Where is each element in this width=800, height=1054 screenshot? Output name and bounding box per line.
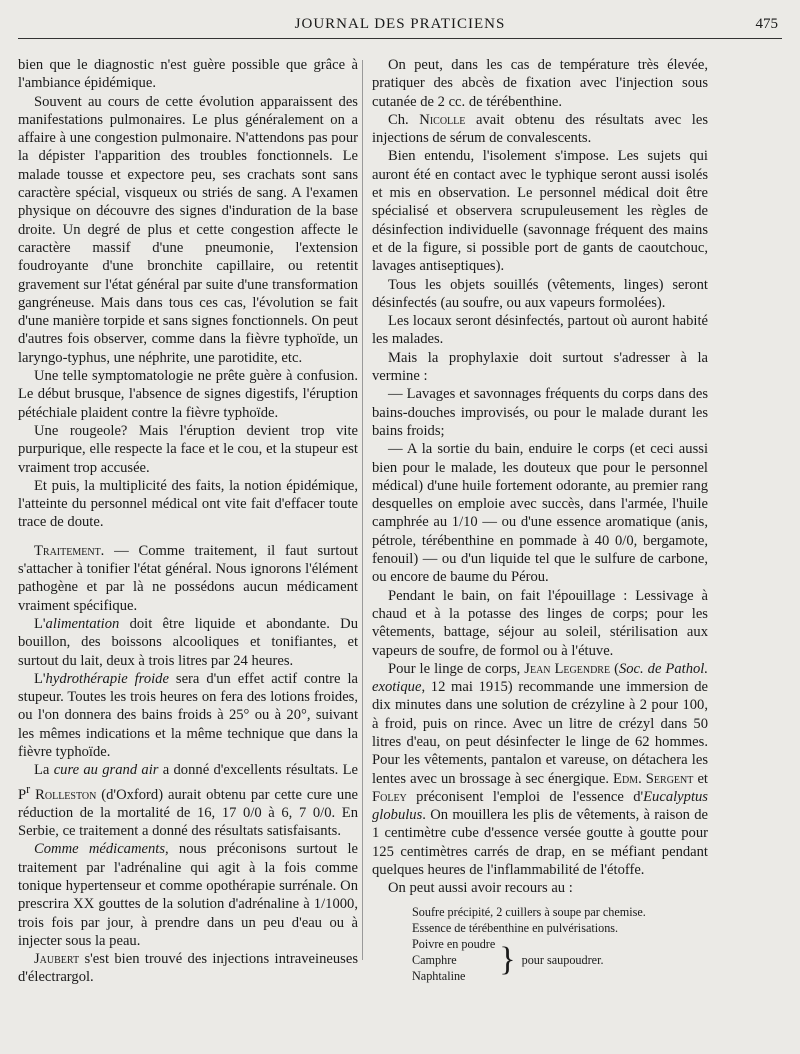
paragraph: Et puis, la multiplicité des faits, la notion épidémique, l'atteinte du personnel médical ont vite fait d'effacer toute trace de doute.	[18, 477, 358, 531]
recipe-group-tail: pour saupoudrer.	[521, 952, 604, 967]
paragraph	[372, 660, 708, 880]
running-title: JOURNAL DES PRATICIENS	[294, 16, 506, 32]
italic-term: Comme médicaments	[34, 841, 166, 858]
text-span: préconisent l'emploi de l'essence d'	[406, 788, 644, 805]
paragraph: Une rougeole? Mais l'éruption devient trop vite purpurique, elle respecte la face et le cou, et la stupeur est vraiment trop accusée.	[18, 422, 358, 476]
page-number: 475	[755, 16, 778, 32]
italic-term: cure au grand air	[53, 762, 159, 779]
paragraph	[18, 670, 358, 761]
paragraph	[18, 950, 358, 987]
author-name: Rolleston	[35, 786, 97, 803]
text-span: La	[34, 762, 54, 779]
left-column	[18, 56, 358, 987]
recipe-item: Poivre en poudre	[412, 936, 496, 951]
page-header	[18, 16, 782, 39]
text-span: , 12 mai 1915) recommande une immersion de dix minutes dans une solution de crézyline à 2 pour 100, à froid, puis on rince. Avec un litre de crézyl dans 50 litres d'eau, on peut désinfecter le linge de 62 hommes. Pour les vêtements, pantalon et vareuse, on détachera les lentes avec un brossage à sec énergique.	[372, 679, 708, 787]
paragraph: Une telle symptomatologie ne prête guère à confusion. Le début brusque, l'absence de signes digestifs, l'éruption pétéchiale plaident contre la fièvre typhoïde.	[18, 368, 358, 421]
journal-citation: Soc. de Pathol. exotique	[372, 660, 708, 696]
text-span: s'est bien trouvé des injections intraveineuses d'électrargol.	[18, 951, 358, 986]
author-name: Jean Legendre	[524, 660, 611, 677]
text-span: (d'Oxford) aurait obtenu par cette cure une réduction de la mortalité de 16, 17 0/0 à 6, 7 0/0. En Serbie, ce traitement a donné des résultats satisfaisants.	[18, 786, 358, 840]
author-name: Jaubert	[34, 951, 80, 968]
paragraph	[372, 111, 708, 148]
author-name: Edm. Sergent	[613, 770, 694, 787]
text-span: avait obtenu des résultats avec les injections de sérum de convalescents.	[372, 111, 709, 147]
paragraph-text: — Comme traitement, il faut surtout s'attacher à tonifier l'état général. Nous ignorons l'élément pathogène et par là ne possédons aucun médicament vraiment spécifique.	[18, 542, 358, 614]
paragraph: Souvent au cours de cette évolution apparaissent des manifestations pulmonaires. Le plus généralement on a affaire à une congestion pulmonaire. N'attendons pas pour la dépister l'apparition des troubles fonctionnels. Le malade tousse et expectore peu, ses crachats sont sans caractère spécial, visqueux ou striés de sang. A l'examen physique on découvre des signes d'induration de la base droite. Un degré de plus et cette congestion affecte le caractère massif d'une pneumonie, l'extension foudroyante d'une bronchite capillaire, ou retentit gravement sur l'état général par suite d'une transformation gangréneuse. Mais dans tous ces cas, l'évolution se fait d'une manière torpide et sans signes fonctionnels. On peut d'autres fois observer, comme dans la fièvre typhoïde, un laryngo-typhus, une néphrite, une parotidite, etc.	[18, 93, 358, 366]
recipe-group	[412, 936, 708, 984]
paragraph: — A la sortie du bain, enduire le corps (et ceci aussi bien pour le malade, les douteux que pour le personnel médical) d'une huile fortement odorante, au premier rang desquelles on emploie avec succès, dans l'armée, l'huile camphrée au 1/10 — ou d'une essence aromatique (anis, pétrole, térébenthine en pommade à 40 0/0, bergamote, fenouil) — ou d'un liquide tel que le sulfure de carbone, ou encore de baume du Pérou.	[372, 441, 708, 586]
text-span: et	[693, 770, 708, 787]
text-span: L'	[34, 670, 46, 687]
text-span: . On mouillera les plis de vêtements, à raison de 1 centimètre cube d'essence versée goutte à goutte pour 125 centimètres carrés de drap, en se méfiant pendant quelques heures de l'inflammabilité de l'étoffe.	[372, 807, 708, 879]
text-span: a donné d'excellents résultats. Le P	[18, 762, 358, 803]
section-heading: Traitement.	[34, 542, 105, 559]
italic-term: hydrothérapie froide	[45, 670, 169, 687]
author-name: Foley	[372, 788, 407, 805]
recipe-group-items	[412, 936, 495, 984]
paragraph: Mais la prophylaxie doit surtout s'adresser à la vermine :	[372, 349, 708, 385]
paragraph-traitement	[18, 542, 358, 615]
author-name: Nicolle	[419, 111, 466, 128]
brace-glyph: }	[499, 940, 516, 978]
paragraph	[18, 840, 358, 950]
text-span: Ch.	[388, 111, 420, 128]
paragraph: Tous les objets souillés (vêtements, linges) seront désinfectés (au soufre, ou aux vapeurs formolées).	[372, 276, 708, 311]
recipe-item: Camphre	[412, 952, 457, 967]
text-span: sera d'un effet actif contre la stupeur. Toutes les trois heures on fera des lotions froides, ou l'on donnera des bains froids à 25° ou à 20°, suivant les mêmes indications et la même technique que dans la fièvre typhoïde.	[18, 670, 358, 760]
text-span: L'	[34, 615, 46, 632]
paragraph	[18, 615, 358, 670]
paragraph: On peut aussi avoir recours au :	[388, 880, 573, 897]
text-span: doit être liquide et abondante. Du bouillon, des boissons alcooliques et tonifiantes, et surtout du lait, deux à trois litres par 24 heures.	[18, 615, 358, 669]
text-span: , nous préconisons surtout le traitement par l'adrénaline qui agit à la fois comme tonique hypertenseur et comme opothérapie surrénale. On prescrira XX gouttes de la solution d'adrénaline à 1/1000, trois fois par jour, à prendre dans un peu d'eau ou à injecter sous la peau.	[18, 841, 358, 949]
paragraph: On peut, dans les cas de température très élevée, pratiquer des abcès de fixation avec l'injection sous cutanée de 2 cc. de térébenthine.	[372, 57, 708, 110]
paragraph: — Lavages et savonnages fréquents du corps dans des bains-douches improvisés, ou pour le malade durant les bains froids;	[372, 386, 708, 439]
column-divider	[362, 60, 363, 960]
superscript: r	[26, 781, 31, 796]
paragraph: bien que le diagnostic n'est guère possible que grâce à l'ambiance épidémique.	[18, 57, 358, 92]
paragraph	[18, 761, 358, 840]
paragraph: Les locaux seront désinfectés, partout où auront habité les malades.	[372, 313, 708, 348]
recipe-line: Soufre précipité, 2 cuillers à soupe par chemise.	[412, 904, 646, 919]
right-column	[372, 56, 708, 984]
paragraph: Pendant le bain, on fait l'épouillage : Lessivage à chaud et à la potasse des linges de corps; pour les vêtements, battage, séjour au soleil, stérilisation aux vapeurs de soufre, de formol ou à l'étuve.	[372, 587, 708, 659]
text-span: Pour le linge de corps,	[388, 660, 525, 677]
recipe-list	[412, 904, 708, 984]
paragraph: Bien entendu, l'isolement s'impose. Les sujets qui auront été en contact avec le typhique seront aussi isolés et mis en observation. Le personnel médical doit être spécialisé et observera scrupuleusement les règles de désinfection individuelle (savonnage fréquent des mains et de la figure, si possible port de gants de caoutchouc, lavages antiseptiques).	[372, 148, 708, 275]
recipe-item: Naphtaline	[412, 968, 466, 983]
italic-term: alimentation	[45, 615, 120, 632]
text-span: (	[610, 660, 619, 677]
italic-term: Eucalyptus globulus	[372, 788, 708, 824]
recipe-line: Essence de térébenthine en pulvérisations.	[412, 920, 619, 935]
